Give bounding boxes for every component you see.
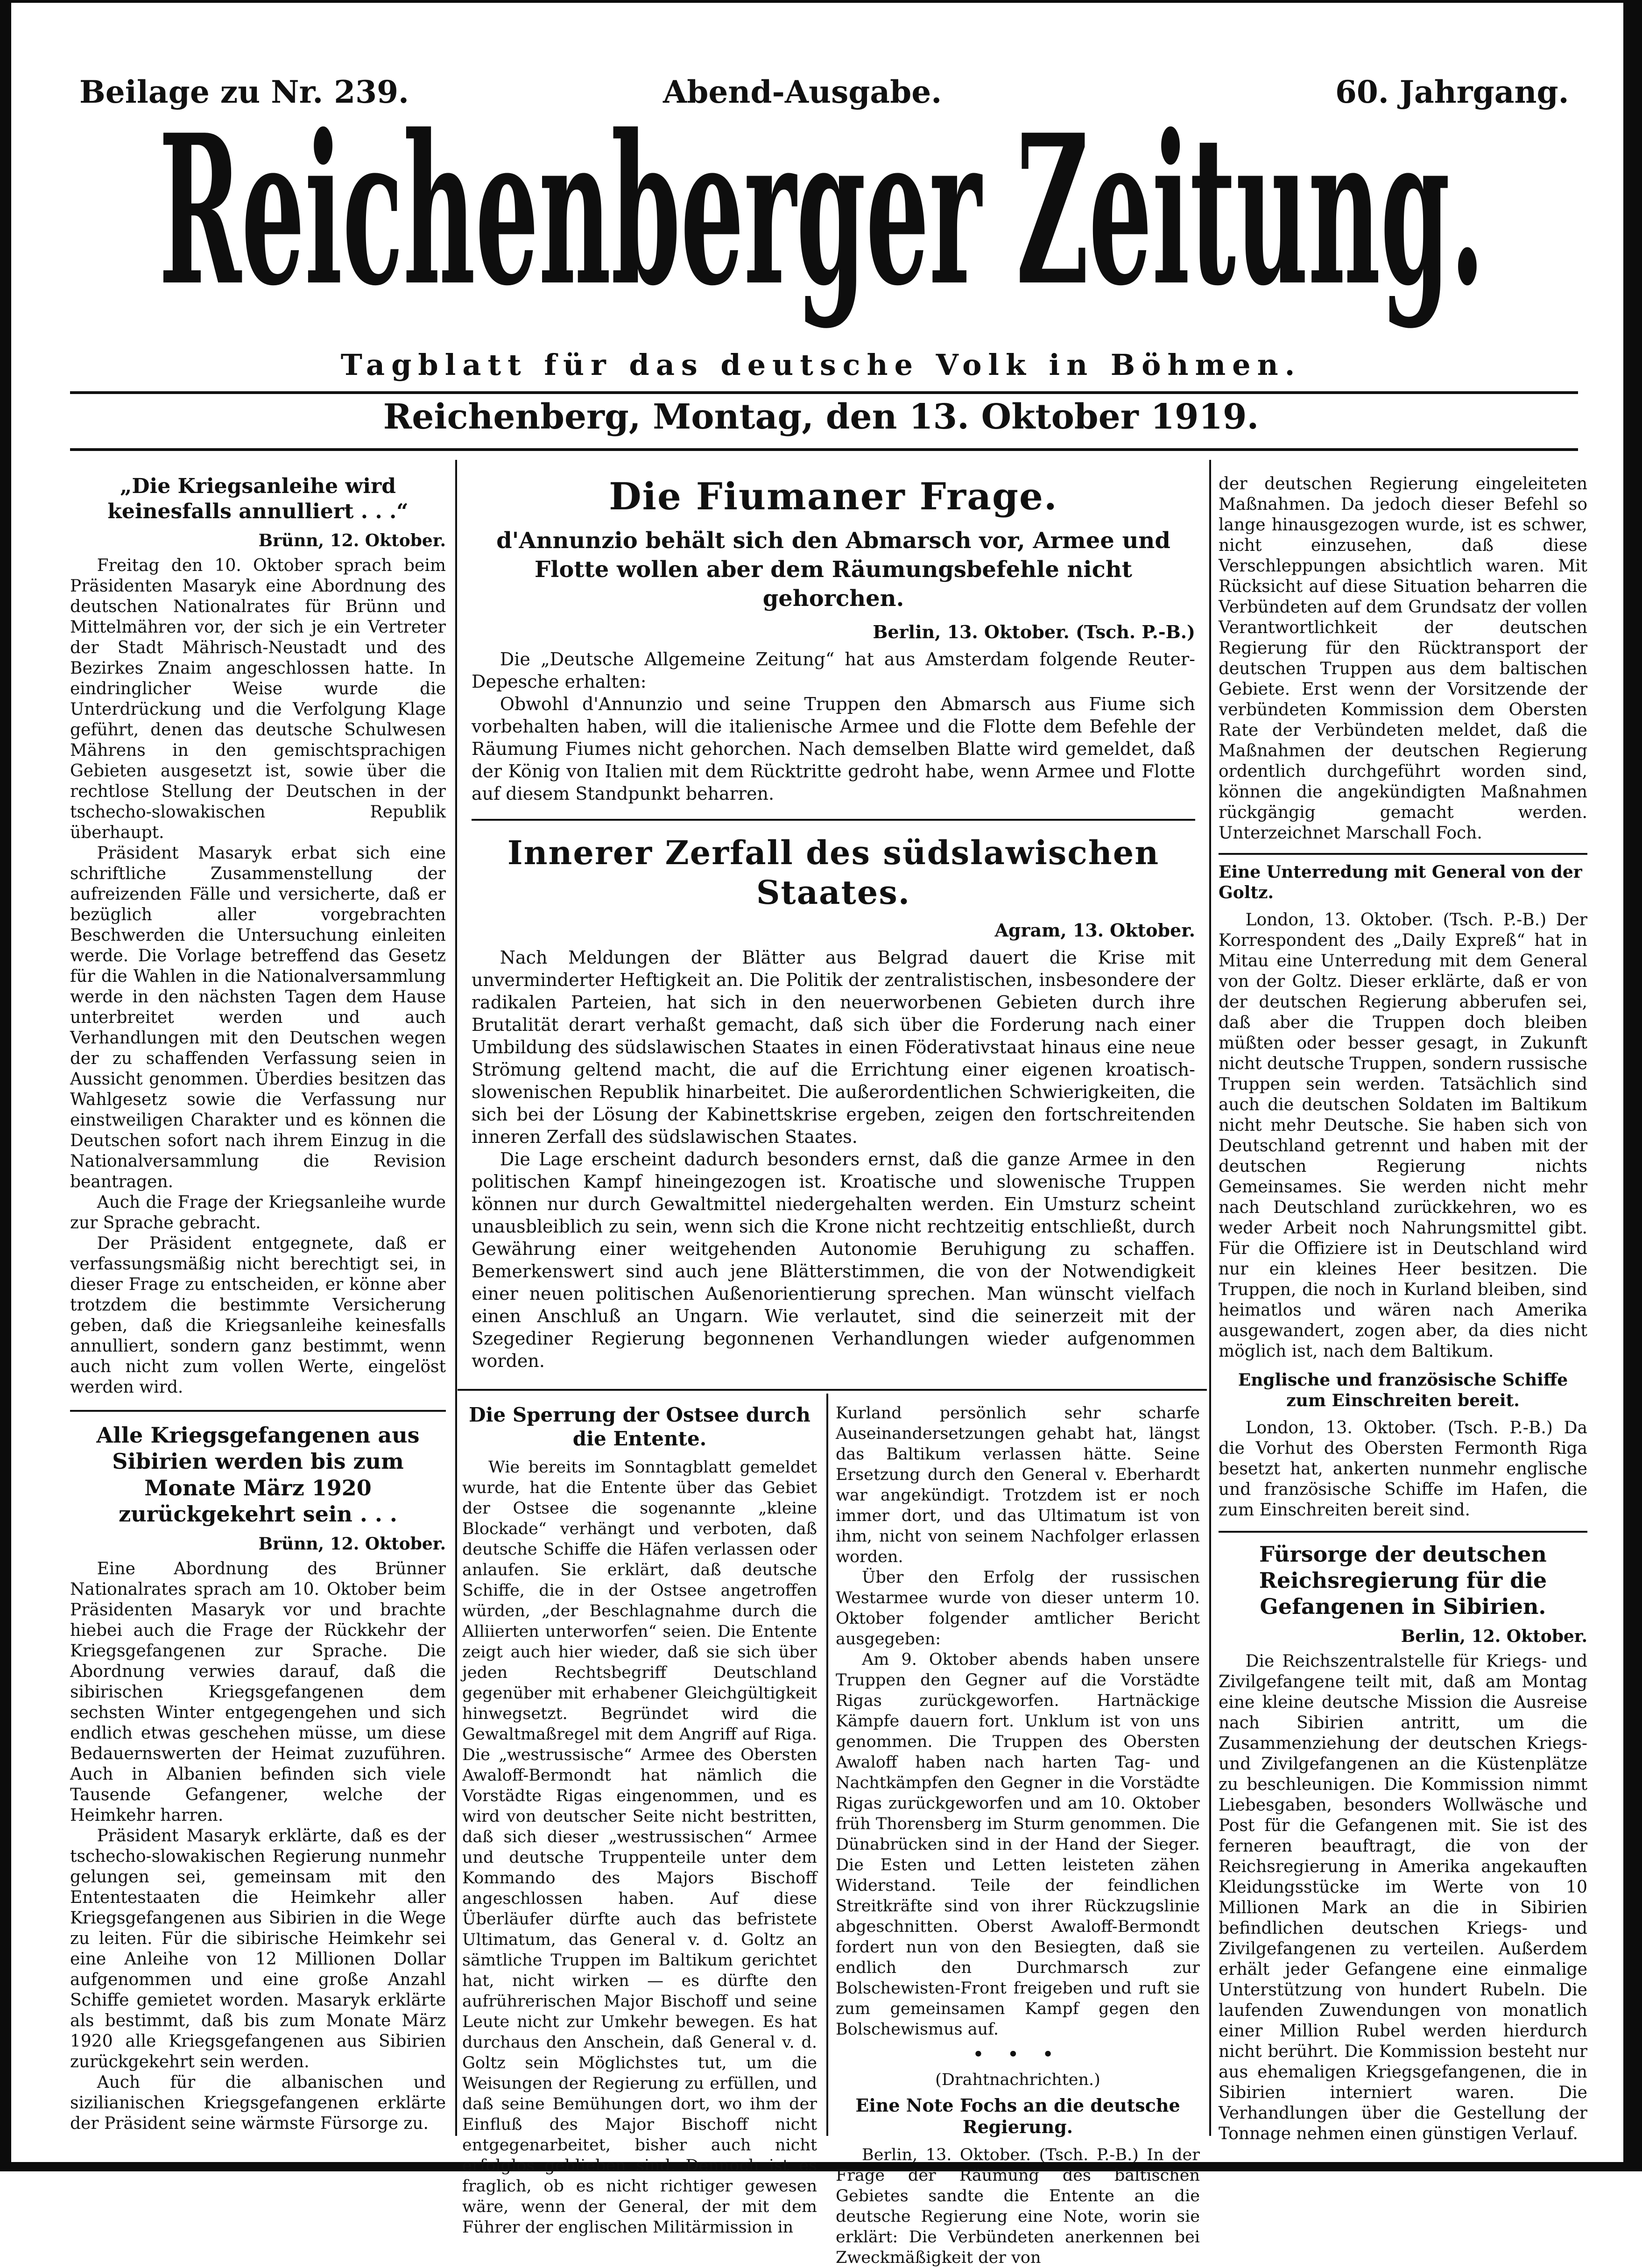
- article-paragraph: London, 13. Oktober. (Tsch. P.-B.) Der Korrespondent des „Daily Expreß“ hat in Mitau eine Unterredung mit dem General von der Goltz. Dieser erklärte, daß er von der deutschen Regierung abberufen sei, daß aber die Truppen doch bleiben müßten oder besser gesagt, in Zukunft nicht deutsche Truppen, sondern russische Truppen sein werden. Tatsächlich sind auch die deutschen Soldaten im Baltikum nicht mehr Deutsche. Sie haben sich von Deutschland getrennt und haben mit der deutschen Regierung nichts Gemeinsames. Sie werden nicht mehr nach Deutschland zurückkehren, wo es weder Arbeit noch Nahrungsmittel gibt. Für die Offiziere ist in Deutschland wird nur ein kleines Heer besitzen. Die Truppen, die noch in Kurland bleiben, sind heimatlos und wären nach Amerika ausgewandert, zogen aber, da dies nicht möglich ist, nach dem Baltikum.: [1219, 910, 1587, 1361]
- article-title-kriegsgefangene: Alle Kriegsgefangenen aus Sibirien werden bis zum Monate März 1920 zurückgekehrt sein . . .: [96, 1423, 420, 1527]
- header-rule-bottom: [70, 448, 1578, 451]
- article-title-goltz: Eine Unterredung mit General von der Goltz.: [1219, 862, 1582, 902]
- article-paragraph: Über den Erfolg der russischen Westarmee wurde von dieser unterm 10. Oktober folgender amtlicher Bericht ausgegeben:: [836, 1568, 1200, 1648]
- column-3: [836, 1403, 1200, 2267]
- article-dateline: Berlin, 13. Oktober. (Tsch. P.-B.): [873, 621, 1195, 642]
- column-divider-center: [826, 1394, 828, 2136]
- column-divider-1: [455, 460, 457, 2136]
- article-title-fiume: Die Fiumaner Frage.: [609, 474, 1058, 518]
- article-separator: [70, 1410, 446, 1412]
- column-1: [70, 474, 446, 2136]
- center-bottom-rule: [458, 1389, 1207, 1391]
- column-2: [462, 1403, 817, 2237]
- article-paragraph: Präsident Masaryk erbat sich eine schriftliche Zusammenstellung der aufreizenden Fälle und versicherte, daß er bezüglich aller vorgebrachten Beschwerden die Untersuchung einleiten werde. Die Vorlage betreffend das Gesetz für die Wahlen in die Nationalversammlung werde in den nächsten Tagen dem Hause unterbreitet werden und auch Verhandlungen mit den Deutschen wegen der zu schaffenden Verfassung seien in Aussicht genommen. Überdies besitzen das Wahlgesetz sowie die Verfassung nur einstweiligen Charakter und es können die Deutschen sofort nach ihrem Einzug in die Nationalversammlung die Revision beantragen.: [70, 844, 446, 1192]
- article-paragraph: Eine Abordnung des Brünner Nationalrates sprach am 10. Oktober beim Präsidenten Masaryk vor und brachte hiebei auch die Frage der Rückkehr der Kriegsgefangenen zur Sprache. Die Abordnung verwies darauf, daß die sibirischen Kriegsgefangenen dem sechsten Winter entgegengehen und sich endlich etwas geschehen müsse, um diese Bedauernswerten der Heimat zuzuführen. Auch in Albanien befinden sich viele Tausende Gefangener, welche der Heimkehr harren.: [70, 1559, 446, 1825]
- article-paragraph: Freitag den 10. Oktober sprach beim Präsidenten Masaryk eine Abordnung des deutschen Nationalrates für Brünn und Mittelmähren vor, der sich je ein Vertreter der Stadt Mährisch-Neustadt und des Bezirkes Znaim angeschlossen hatte. In eindringlicher Weise wurde die Unterdrückung und die Verfolgung Klage geführt, denen das deutsche Schulwesen Mährens in den gemischtsprachigen Gebieten ausgesetzt ist, sowie über die rechtlose Stellung der Deutschen in der tschecho-slowakischen Republik überhaupt.: [70, 556, 446, 843]
- article-paragraph: Der Präsident entgegnete, daß er verfassungsmäßig nicht berechtigt sei, in dieser Frage zu entscheiden, er könne aber trotzdem die bestimmte Versicherung geben, daß die Kriegsanleihe keinesfalls annulliert, sondern ganz bestimmt, wenn auch nicht zum vollen Werte, eingelöst werden wird.: [70, 1234, 446, 1397]
- article-paragraph: Auch für die albanischen und sizilianischen Kriegsgefangenen erklärte der Präsident seine wärmste Fürsorge zu.: [70, 2072, 446, 2133]
- volume-label: 60. Jahrgang.: [1335, 74, 1569, 110]
- article-paragraph: Berlin, 13. Oktober. (Tsch. P.-B.) In der Frage der Räumung des baltischen Gebietes sandte die Entente an die deutsche Regierung eine Note, worin sie erklärt: Die Verbündeten anerkennen bei Zweckmäßigkeit der von: [836, 2145, 1200, 2267]
- article-dateline: Brünn, 12. Oktober.: [258, 531, 446, 551]
- article-paragraph: Die „Deutsche Allgemeine Zeitung“ hat aus Amsterdam folgende Reuter-Depesche erhalten:: [472, 648, 1195, 692]
- column-divider-4: [1209, 460, 1211, 2136]
- header-rule-top: [70, 391, 1578, 394]
- article-paragraph: Am 9. Oktober abends haben unsere Truppen den Gegner auf die Vorstädte Rigas zurückgeworfen. Hartnäckige Kämpfe dauern fort. Unklum ist von uns genommen. Die Truppen des Obersten Awaloff haben nach harten Tag- und Nachtkämpfen den Gegner in die Vorstädte Rigas zurückgeworfen und am 10. Oktober früh Thorensberg im Sturm genommen. Die Dünabrücken sind in der Hand der Sieger. Die Esten und Letten leisteten zähen Widerstand. Teile der feindlichen Streitkräfte sind von ihrer Rückzugslinie abgeschnitten. Oberst Awaloff-Bermondt fordert nun von den Besiegten, daß sie endlich den Durchmarsch zur Bolschewisten-Front freigeben und ruft sie zum gemeinsamen Kampf gegen den Bolschewismus auf.: [836, 1650, 1200, 2039]
- issue-dateline: Reichenberg, Montag, den 13. Oktober 1919.: [383, 397, 1259, 437]
- masthead-subtitle: Tagblatt für das deutsche Volk in Böhmen.: [340, 348, 1302, 382]
- article-dateline: Berlin, 12. Oktober.: [1401, 1626, 1587, 1646]
- supplement-label: Beilage zu Nr. 239.: [79, 74, 409, 110]
- masthead-text: Reichenberger Zeitung.: [159, 90, 1485, 331]
- article-title-fuersorge: Fürsorge der deutschen Reichsregierung für die Gefangenen in Sibirien.: [1259, 1541, 1547, 1619]
- article-paragraph: Die Reichszentralstelle für Kriegs- und Zivilgefangene teilt mit, daß am Montag eine kleine deutsche Mission die Ausreise nach Sibirien antritt, um die Zusammenziehung der deutschen Kriegs- und Zivilgefangenen an die Küstenplätze zu beschleunigen. Die Kommission nimmt Liebesgaben, besonders Wollwäsche und Post für die Gefangenen mit. Sie ist des ferneren beauftragt, die von der Reichsregierung in Amerika angekauften Kleidungsstücke im Werte von 10 Millionen Mark an die in Sibirien befindlichen deutschen Kriegs- und Zivilgefangenen zu verteilen. Außerdem erhält jeder Gefangene eine einmalige Unterstützung von hundert Rubeln. Die laufenden Zuwendungen von monatlich einer Million Rubel werden hierdurch nicht berührt. Die Kommission besteht nur aus ehemaligen Kriegsgefangenen, die in Sibirien interniert waren. Die Verhandlungen über die Gestellung der Tonnage nehmen einen günstigen Verlauf.: [1219, 1651, 1587, 2143]
- article-subtitle-fiume: d'Annunzio behält sich den Abmarsch vor, Armee und Flotte wollen aber dem Räumungsbefehle nicht gehorchen.: [496, 527, 1170, 612]
- article-title-suedslawien: Innerer Zerfall des südslawischen Staates.: [507, 833, 1160, 912]
- article-separator: [1219, 853, 1587, 855]
- edition-label: Abend-Ausgabe.: [663, 74, 942, 110]
- article-paragraph: Kurland persönlich sehr scharfe Auseinandersetzungen gehabt hat, längst das Baltikum verlassen hätte. Seine Ersetzung durch den General v. Eberhardt war angekündigt. Trotzdem ist er noch immer dort, und das Ultimatum ist von ihm, nicht von seinem Nachfolger erlassen worden.: [836, 1404, 1200, 1566]
- article-paragraph: der deutschen Regierung eingeleiteten Maßnahmen. Da jedoch dieser Befehl so lange hinausgezogen wurde, ist es schwer, nicht einzusehen, daß diese Verschleppungen absichtlich waren. Mit Rücksicht auf diese Situation beharren die Verbündeten auf dem Grundsatz der vollen Verantwortlichkeit der deutschen Regierung für den Rücktransport der deutschen Truppen aus dem baltischen Gebiete. Erst wenn der Vorsitzende der verbündeten Kommission dem Obersten Rate der Verbündeten meldet, daß die Maßnahmen der deutschen Regierung ordentlich durchgeführt worden sind, können die angekündigten Maßnahmen rückgängig gemacht werden. Unterzeichnet Marschall Foch.: [1219, 474, 1587, 843]
- article-paragraph: Die Lage erscheint dadurch besonders ernst, daß die ganze Armee in den politischen Kampf hineingezogen ist. Kroatische und slowenische Truppen können nur durch Gewaltmittel niedergehalten werden. Ein Umsturz scheint unausbleiblich zu sein, wenn sich die Krone nicht rechtzeitig entschließt, durch Gewährung einer weitgehenden Autonomie Beruhigung zu schaffen. Bemerkenswert sind auch jene Blätterstimmen, die von der Notwendigkeit einer neuen politischen Außenorientierung sprechen. Man wünscht vielfach einen Anschluß an Ungarn. Wie verlautet, sind die seinerzeit mit der Szegediner Regierung begonnenen Verhandlungen wieder aufgenommen worden.: [472, 1148, 1195, 1371]
- article-separator: [472, 819, 1195, 821]
- article-dateline: Brünn, 12. Oktober.: [258, 1534, 446, 1554]
- article-title-foch: Eine Note Fochs an die deutsche Regierung.: [855, 2095, 1180, 2138]
- column-4: [1219, 474, 1587, 2143]
- article-separator: [1219, 1531, 1587, 1533]
- article-paragraph: Obwohl d'Annunzio und seine Truppen den Abmarsch aus Fiume sich vorbehalten haben, will die italienische Armee und die Flotte dem Befehle der Räumung Fiumes nicht gehorchen. Nach demselben Blatte wird gemeldet, daß der König von Italien mit dem Rücktritte gedroht habe, wenn Armee und Flotte auf diesem Standpunkt beharren.: [472, 693, 1195, 804]
- article-title-kriegsanleihe: „Die Kriegsanleihe wird keinesfalls annulliert . . .“: [107, 474, 409, 523]
- article-paragraph: Wie bereits im Sonntagblatt gemeldet wurde, hat die Entente über das Gebiet der Ostsee die sogenannte „kleine Blockade“ verhängt und verboten, daß deutsche Schiffe die Häfen verlassen oder anlaufen. Sie erklärt, daß deutsche Schiffe, die in der Ostsee angetroffen würden, „der Beschlagnahme durch die Alliierten unterworfen“ seien. Die Entente zeigt auch hier wieder, daß sie sich über jeden Rechtsbegriff Deutschland gegenüber mit erhabener Gleichgültigkeit hinwegsetzt. Begründet wird die Gewaltmaßregel mit dem Angriff auf Riga. Die „westrussische“ Armee des Obersten Awaloff-Bermondt hat nämlich die Vorstädte Rigas eingenommen, und es wird von deutscher Seite nicht bestritten, daß sich dieser „westrussischen“ Armee und deutsche Truppenteile unter dem Kommando des Majors Bischoff angeschlossen haben. Auf diese Überläufer dürfte auch das befristete Ultimatum, das General v. d. Goltz an sämtliche Truppen im Baltikum gerichtet hat, nicht wirken — es dürfte den aufrührerischen Major Bischoff und seine Leute nicht zur Umkehr bewegen. Es hat durchaus den Anschein, daß General v. d. Goltz sein Möglichstes tut, um die Weisungen der Regierung zu erfüllen, und daß seine Bemühungen dort, wo ihm der Einfluß des Major Bischoff nicht entgegenarbeitet, bisher auch nicht erfolglos geblieben sind. Dennoch ist es fraglich, ob es nicht richtiger gewesen wäre, wenn der General, der mit dem Führer der englischen Militärmission in: [462, 1458, 817, 2237]
- article-paragraph: Auch die Frage der Kriegsanleihe wurde zur Sprache gebracht.: [70, 1193, 446, 1233]
- article-paragraph: London, 13. Oktober. (Tsch. P.-B.) Da die Vorhut des Obersten Fermonth Riga besetzt hat, ankerten nunmehr englische und französische Schiffe im Hafen, die zum Einschreiten bereit sind.: [1219, 1418, 1587, 1520]
- section-stars: • • •: [973, 2045, 1063, 2064]
- section-label-drahtnachrichten: (Drahtnachrichten.): [935, 2071, 1100, 2089]
- article-title-ostsee: Die Sperrung der Ostsee durch die Entente.: [469, 1403, 810, 1451]
- article-dateline: Agram, 13. Oktober.: [994, 919, 1195, 941]
- article-paragraph: Nach Meldungen der Blätter aus Belgrad dauert die Krise mit unverminderter Heftigkeit an. Die Politik der zentralistischen, insbesondere der radikalen Parteien, hat sich in den neuerworbenen Gebieten durch ihre Brutalität derart verhaßt gemacht, daß sich über die Forderung nach einer Umbildung des südslawischen Staates in einen Föderativstaat hinaus eine neue Strömung geltend macht, die auf die Errichtung einer eigenen kroatisch-slowenischen Republik hinarbeitet. Die außerordentlichen Schwierigkeiten, die sich bei der Lösung der Kabinettskrise ergeben, zeigen den fortschreitenden inneren Zerfall des südslawischen Staates.: [472, 947, 1195, 1147]
- article-title-schiffe: Englische und französische Schiffe zum Einschreiten bereit.: [1238, 1370, 1568, 1410]
- center-block: [472, 474, 1195, 1382]
- article-paragraph: Präsident Masaryk erklärte, daß es der tschecho-slowakischen Regierung nunmehr gelungen sei, gemeinsam mit den Ententestaaten die Heimkehr aller Kriegsgefangenen aus Sibirien in die Wege zu leiten. Für die sibirische Heimkehr sei eine Anleihe von 12 Millionen Dollar aufgenommen und eine große Anzahl Schiffe gemietet worden. Masaryk erklärte als bestimmt, daß bis zum Monate März 1920 alle Kriegsgefangenen aus Sibirien zurückgekehrt sein werden.: [70, 1826, 446, 2071]
